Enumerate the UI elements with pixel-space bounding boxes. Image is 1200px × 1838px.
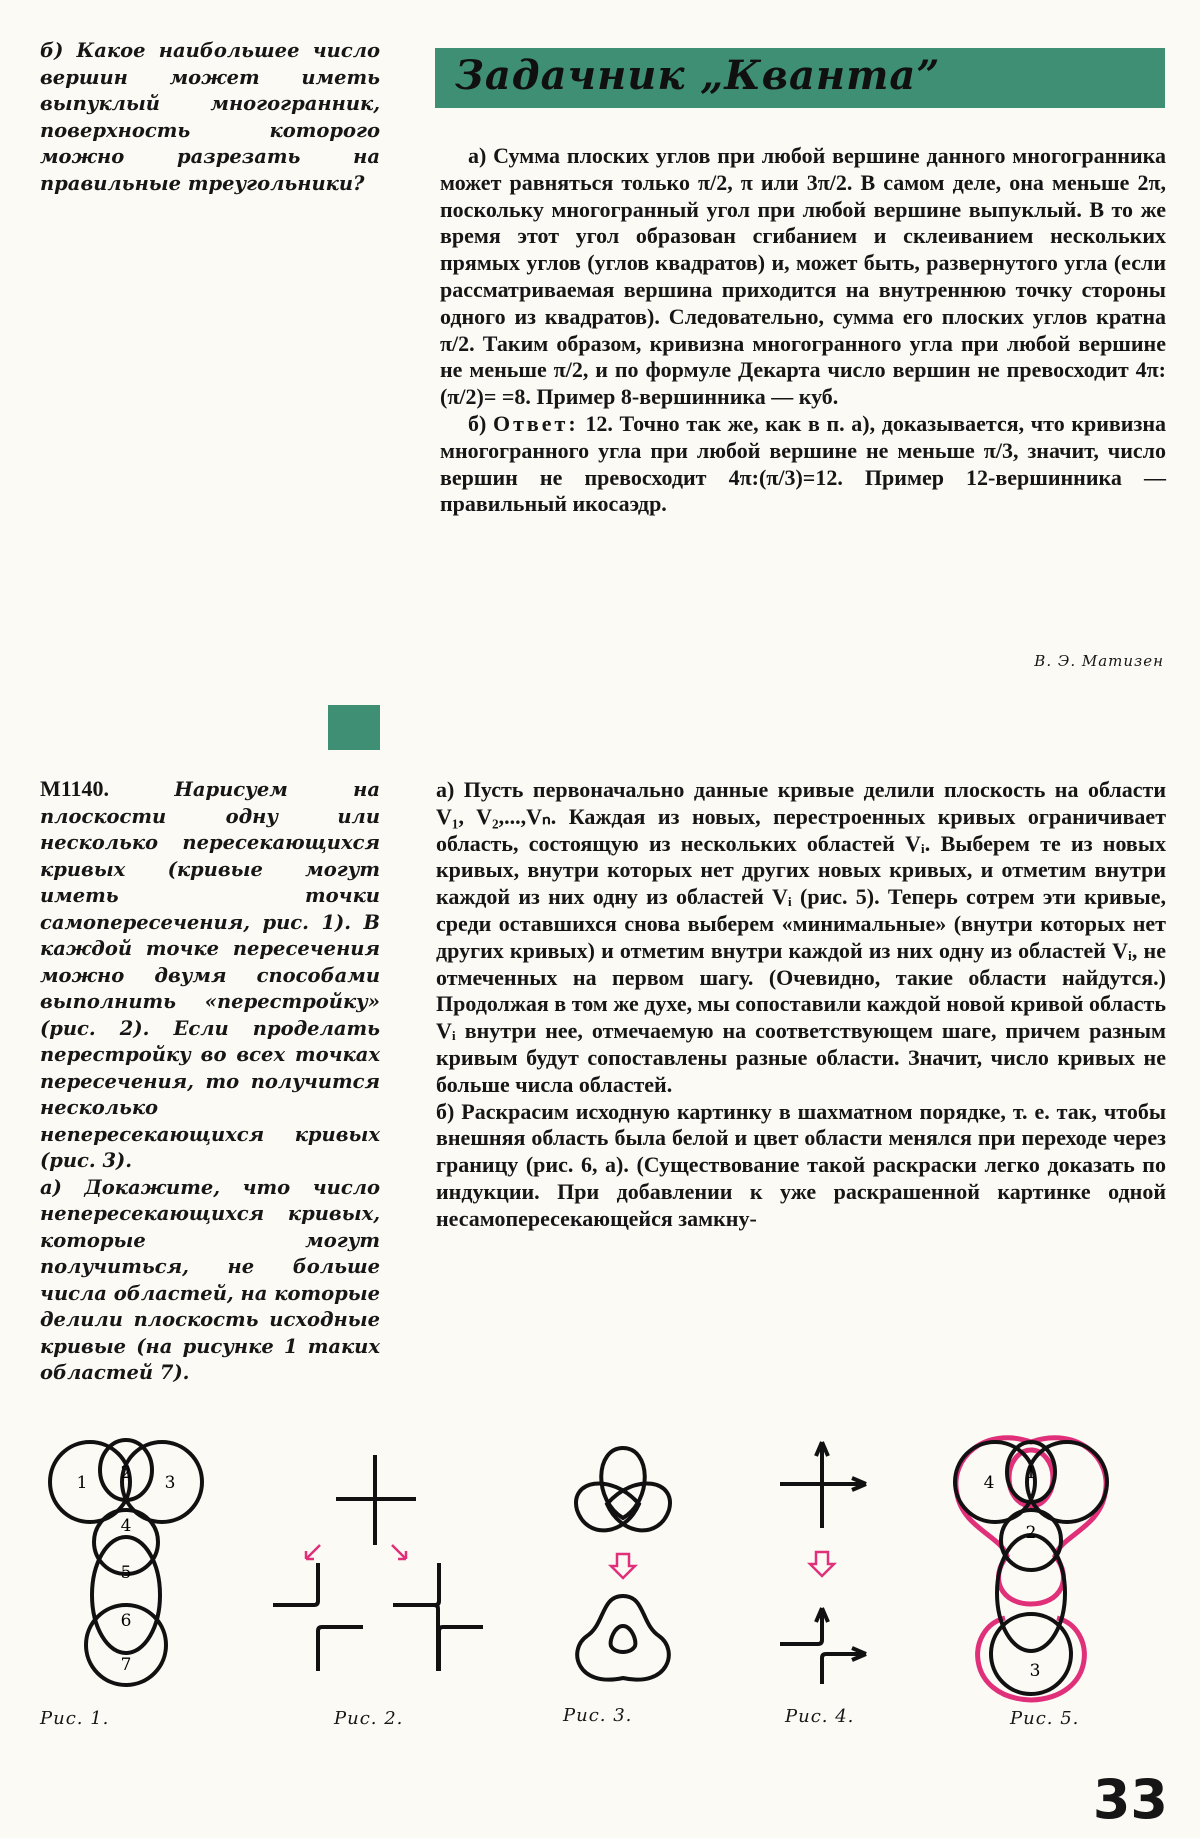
fig4-arrow (810, 1552, 834, 1576)
problem-b-left-text: б) Какое наибольшее число вершин может иметь выпуклый многогранник, поверхность которого можно разрезать на правильные треугольники? (40, 39, 380, 195)
fig3-inner-loop (611, 1626, 636, 1652)
fig5-pink-bottom (978, 1618, 1085, 1700)
fig2-left-upper (273, 1563, 318, 1605)
caption-fig4: Рис. 4. (785, 1706, 855, 1727)
problem-text-1: Нарисуем на плоскости одну или несколько пересекающихся кривых (кривые могут иметь точки самопересечения, рис. 1). В каждой точке пересечения можно двумя способами выполнить «перестройку» (рис. 2). Если проделать перестройку во всех точках пересечения, то получится несколько непересекающихся кривых (рис. 3). (40, 778, 380, 1172)
figure-3 (565, 1440, 685, 1700)
solution-a: а) Сумма плоских углов при любой вершине данного многогранника может равняться только π/2, π или 3π/2. В самом деле, она меньше 2π, поскольку многогранный угол при любой вершине выпуклый. В то же время этот угол образован сгибанием и склеиванием нескольких прямых углов (углов квадратов) и, может быть, развернутого угла (если рассматриваемая вершина приходится на внутреннюю точку стороны одного из квадратов). Следовательно, сумма его плоских углов кратна π/2. Таким образом, кривизна многогранного угла при любой вершине не меньше π/2, и по формуле Декарта число вершин не превосходит 4π:(π/2)= =8. Пример 8-вершинника — куб. (440, 143, 1166, 410)
caption-fig5: Рис. 5. (1010, 1708, 1080, 1729)
m1140-solution-a: а) Пусть первоначально данные кривые делили плоскость на области V₁, V₂,...,Vₙ. Каждая из новых, перестроенных кривых ограничивает область, состоящую из нескольких областей Vᵢ. Выберем те из новых кривых, внутри которых нет других новых кривых, и отметим внутри каждой из них одну из областей Vᵢ (рис. 5). Теперь сотрем эти кривые, среди оставшихся снова выберем «минимальные» (внутри которых нет других кривых) и отметим внутри каждой из них одну из областей Vᵢ, не отмеченных на первом шагу. (Очевидно, такие области найдутся.) Продолжая в том же духе, мы сопоставили каждой новой кривой область Vᵢ внутри нее, отмечаемую на соответствующем шаге, причем разным кривым будут сопоставлены разные области. Значит, число кривых не больше числа областей. (436, 777, 1166, 1097)
figure-2-right (393, 1563, 488, 1683)
banner-title: Задачник „Кванта” (455, 52, 941, 99)
caption-fig3: Рис. 3. (563, 1705, 633, 1726)
fig2-arrow-left (306, 1545, 320, 1559)
fig5-circle-bottom (991, 1614, 1071, 1694)
fig4-bottom-upper (780, 1608, 822, 1644)
fig3-arrow (611, 1554, 635, 1578)
fig1-label-5: 5 (120, 1563, 132, 1583)
fig2-arrow-right (392, 1545, 406, 1559)
figure-4 (770, 1440, 890, 1690)
caption-fig2: Рис. 2. (334, 1708, 404, 1729)
problem-m1140-text (40, 776, 380, 1175)
caption-fig1: Рис. 1. (40, 1708, 110, 1729)
solution-b (440, 411, 1166, 518)
m1140-solution-b: б) Раскрасим исходную картинку в шахматном порядке, т. е. так, чтобы внешняя область была белой и цвет области менялся при переходе через границу (рис. 6, а). (Существование такой раскраски легко доказать по индукции. При добавлении к уже раскрашенной картинке одной несамопересекающейся замкну- (436, 1098, 1166, 1231)
signature: В. Э. Матизен (1034, 652, 1164, 670)
problem-id: М1140. (40, 776, 110, 801)
fig2-r-lower (439, 1627, 483, 1671)
fig5-label-3: 3 (1029, 1661, 1041, 1681)
fig5-label-4: 4 (983, 1473, 995, 1493)
fig1-label-3: 3 (164, 1473, 176, 1493)
fig1-label-6: 6 (120, 1611, 132, 1631)
fig5-label-2: 2 (1025, 1523, 1037, 1543)
section-banner (435, 48, 1165, 108)
fig1-ellipse (92, 1537, 160, 1653)
problem-m1140 (40, 776, 380, 1387)
fig5-label-1: 1 (1025, 1463, 1037, 1483)
solution-b-rest: 12. Точно так же, как в п. а), доказывается, что кривизна многогранного угла при любой вершине не меньше π/3, значит, число вершин не превосходит 4π:(π/3)=12. Пример 12-вершинника — правильный икосаэдр. (440, 410, 1167, 517)
page-number: 33 (1092, 1768, 1168, 1831)
section-marker (328, 705, 380, 750)
answer-word: Ответ: (492, 410, 579, 436)
figure-5 (945, 1428, 1120, 1728)
fig1-label-7: 7 (120, 1655, 132, 1675)
fig1-label-4: 4 (120, 1516, 132, 1536)
problem-b-left (40, 38, 380, 197)
solution-block (440, 143, 1166, 518)
fig3-outer-loop (577, 1596, 669, 1680)
solution-b-prefix: б) (468, 410, 493, 436)
figure-1 (40, 1430, 210, 1730)
fig2-r-upper (393, 1563, 439, 1605)
m1140-solution (436, 777, 1166, 1233)
problem-text-2: а) Докажите, что число непересекающихся кривых, которые могут получиться, не больше числа областей, на которые делили плоскость исходные кривые (на рисунке 1 таких областей 7). (40, 1175, 380, 1384)
fig2-left-lower (318, 1627, 363, 1671)
fig1-label-2: 2 (120, 1463, 132, 1483)
fig1-label-1: 1 (76, 1473, 88, 1493)
